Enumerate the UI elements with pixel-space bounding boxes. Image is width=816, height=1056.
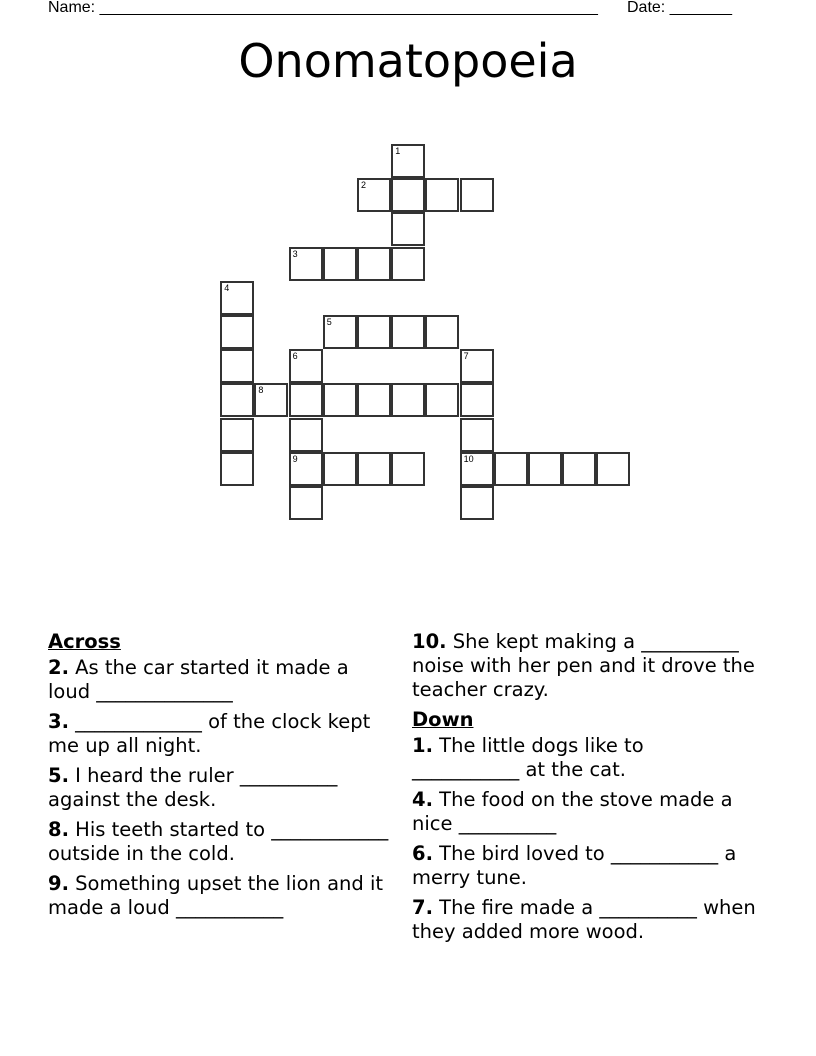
clue-across-5 bbox=[48, 764, 393, 812]
clue-number: 7. bbox=[412, 896, 433, 919]
grid-cell[interactable] bbox=[357, 383, 391, 417]
page-title: Onomatopoeia bbox=[238, 34, 578, 88]
clue-text: The fire made a __________ when they added more wood. bbox=[412, 896, 756, 943]
clue-number: 5. bbox=[48, 764, 69, 787]
grid-cell[interactable] bbox=[289, 383, 323, 417]
clue-number-label: 9 bbox=[292, 453, 298, 464]
grid-cell[interactable] bbox=[323, 452, 357, 486]
down-heading: Down bbox=[412, 708, 474, 731]
grid-cell[interactable] bbox=[425, 315, 459, 349]
clue-text: Something upset the lion and it made a loud ___________ bbox=[48, 872, 384, 919]
clue-text: As the car started it made a loud ______________ bbox=[48, 656, 349, 703]
clue-number-label: 8 bbox=[258, 385, 264, 396]
grid-cell[interactable] bbox=[391, 315, 425, 349]
clue-down-6 bbox=[412, 842, 757, 890]
clue-number-label: 10 bbox=[463, 453, 474, 464]
clue-number: 6. bbox=[412, 842, 433, 865]
clue-text: _____________ of the clock kept me up all night. bbox=[48, 710, 371, 757]
grid-cell[interactable] bbox=[357, 178, 391, 212]
grid-cell[interactable] bbox=[562, 452, 596, 486]
grid-cell[interactable] bbox=[460, 178, 494, 212]
grid-cell[interactable] bbox=[596, 452, 630, 486]
clue-text: She kept making a __________ noise with her pen and it drove the teacher crazy. bbox=[412, 630, 755, 701]
clue-number: 1. bbox=[412, 734, 433, 757]
clue-number-label: 5 bbox=[326, 317, 332, 327]
clue-text: The little dogs like to ___________ at the cat. bbox=[412, 734, 644, 781]
grid-cell[interactable] bbox=[528, 452, 562, 486]
date-field[interactable]: Date: _______ bbox=[627, 0, 732, 16]
grid-cell[interactable] bbox=[323, 383, 357, 417]
clue-across-3 bbox=[48, 710, 393, 758]
clue-number: 8. bbox=[48, 818, 69, 841]
grid-cell[interactable] bbox=[425, 178, 459, 212]
clue-number-label: 4 bbox=[224, 282, 230, 293]
grid-cell[interactable] bbox=[220, 418, 254, 452]
grid-cell[interactable] bbox=[357, 452, 391, 486]
grid-cell[interactable] bbox=[391, 247, 425, 281]
clue-number-label: 3 bbox=[292, 248, 298, 259]
grid-cell[interactable] bbox=[391, 452, 425, 486]
grid-cell[interactable] bbox=[494, 452, 528, 486]
grid-cell[interactable] bbox=[323, 315, 357, 349]
grid-cell[interactable] bbox=[391, 212, 425, 246]
grid-cell[interactable] bbox=[460, 349, 494, 383]
grid-cell[interactable] bbox=[254, 383, 288, 417]
clue-across-10 bbox=[412, 630, 757, 702]
clue-number: 2. bbox=[48, 656, 69, 679]
grid-cell[interactable] bbox=[220, 315, 254, 349]
clue-number-label: 7 bbox=[463, 351, 469, 362]
clue-number: 3. bbox=[48, 710, 69, 733]
clue-number: 10. bbox=[412, 630, 447, 653]
grid-cell[interactable] bbox=[460, 452, 494, 486]
clue-across-8 bbox=[48, 818, 393, 866]
grid-cell[interactable] bbox=[289, 247, 323, 281]
clue-across-9 bbox=[48, 872, 393, 920]
grid-cell[interactable] bbox=[357, 315, 391, 349]
clue-down-7 bbox=[412, 896, 757, 944]
grid-cell[interactable] bbox=[289, 418, 323, 452]
grid-cell[interactable] bbox=[220, 281, 254, 315]
grid-cell[interactable] bbox=[460, 418, 494, 452]
grid-cell[interactable] bbox=[460, 383, 494, 417]
grid-cell[interactable] bbox=[460, 486, 494, 520]
clue-text: I heard the ruler __________ against the desk. bbox=[48, 764, 338, 811]
grid-cell[interactable] bbox=[289, 452, 323, 486]
clue-down-1 bbox=[412, 734, 757, 782]
clues-left-column bbox=[48, 630, 393, 920]
clue-number-label: 6 bbox=[292, 351, 298, 362]
grid-cell[interactable] bbox=[220, 349, 254, 383]
across-heading: Across bbox=[48, 630, 121, 653]
grid-cell[interactable] bbox=[425, 383, 459, 417]
clue-text: The bird loved to ___________ a merry tune. bbox=[412, 842, 737, 889]
grid-cell[interactable] bbox=[220, 452, 254, 486]
clue-number: 4. bbox=[412, 788, 433, 811]
clue-number-label: 2 bbox=[361, 180, 367, 191]
grid-cell[interactable] bbox=[220, 383, 254, 417]
grid-cell[interactable] bbox=[391, 178, 425, 212]
clue-number: 9. bbox=[48, 872, 69, 895]
grid-cell[interactable] bbox=[289, 486, 323, 520]
grid-cell[interactable] bbox=[289, 349, 323, 383]
clue-down-4 bbox=[412, 788, 757, 836]
grid-cell[interactable] bbox=[391, 144, 425, 178]
grid-cell[interactable] bbox=[323, 247, 357, 281]
name-field[interactable]: Name: ________________________________________________________ bbox=[48, 0, 598, 16]
clue-text: The food on the stove made a nice __________ bbox=[412, 788, 733, 835]
grid-cell[interactable] bbox=[391, 383, 425, 417]
grid-cell[interactable] bbox=[357, 247, 391, 281]
clue-across-2 bbox=[48, 656, 393, 704]
clue-number-label: 1 bbox=[395, 146, 401, 156]
clue-text: His teeth started to ____________ outside in the cold. bbox=[48, 818, 389, 865]
clues-right-column bbox=[412, 630, 757, 944]
